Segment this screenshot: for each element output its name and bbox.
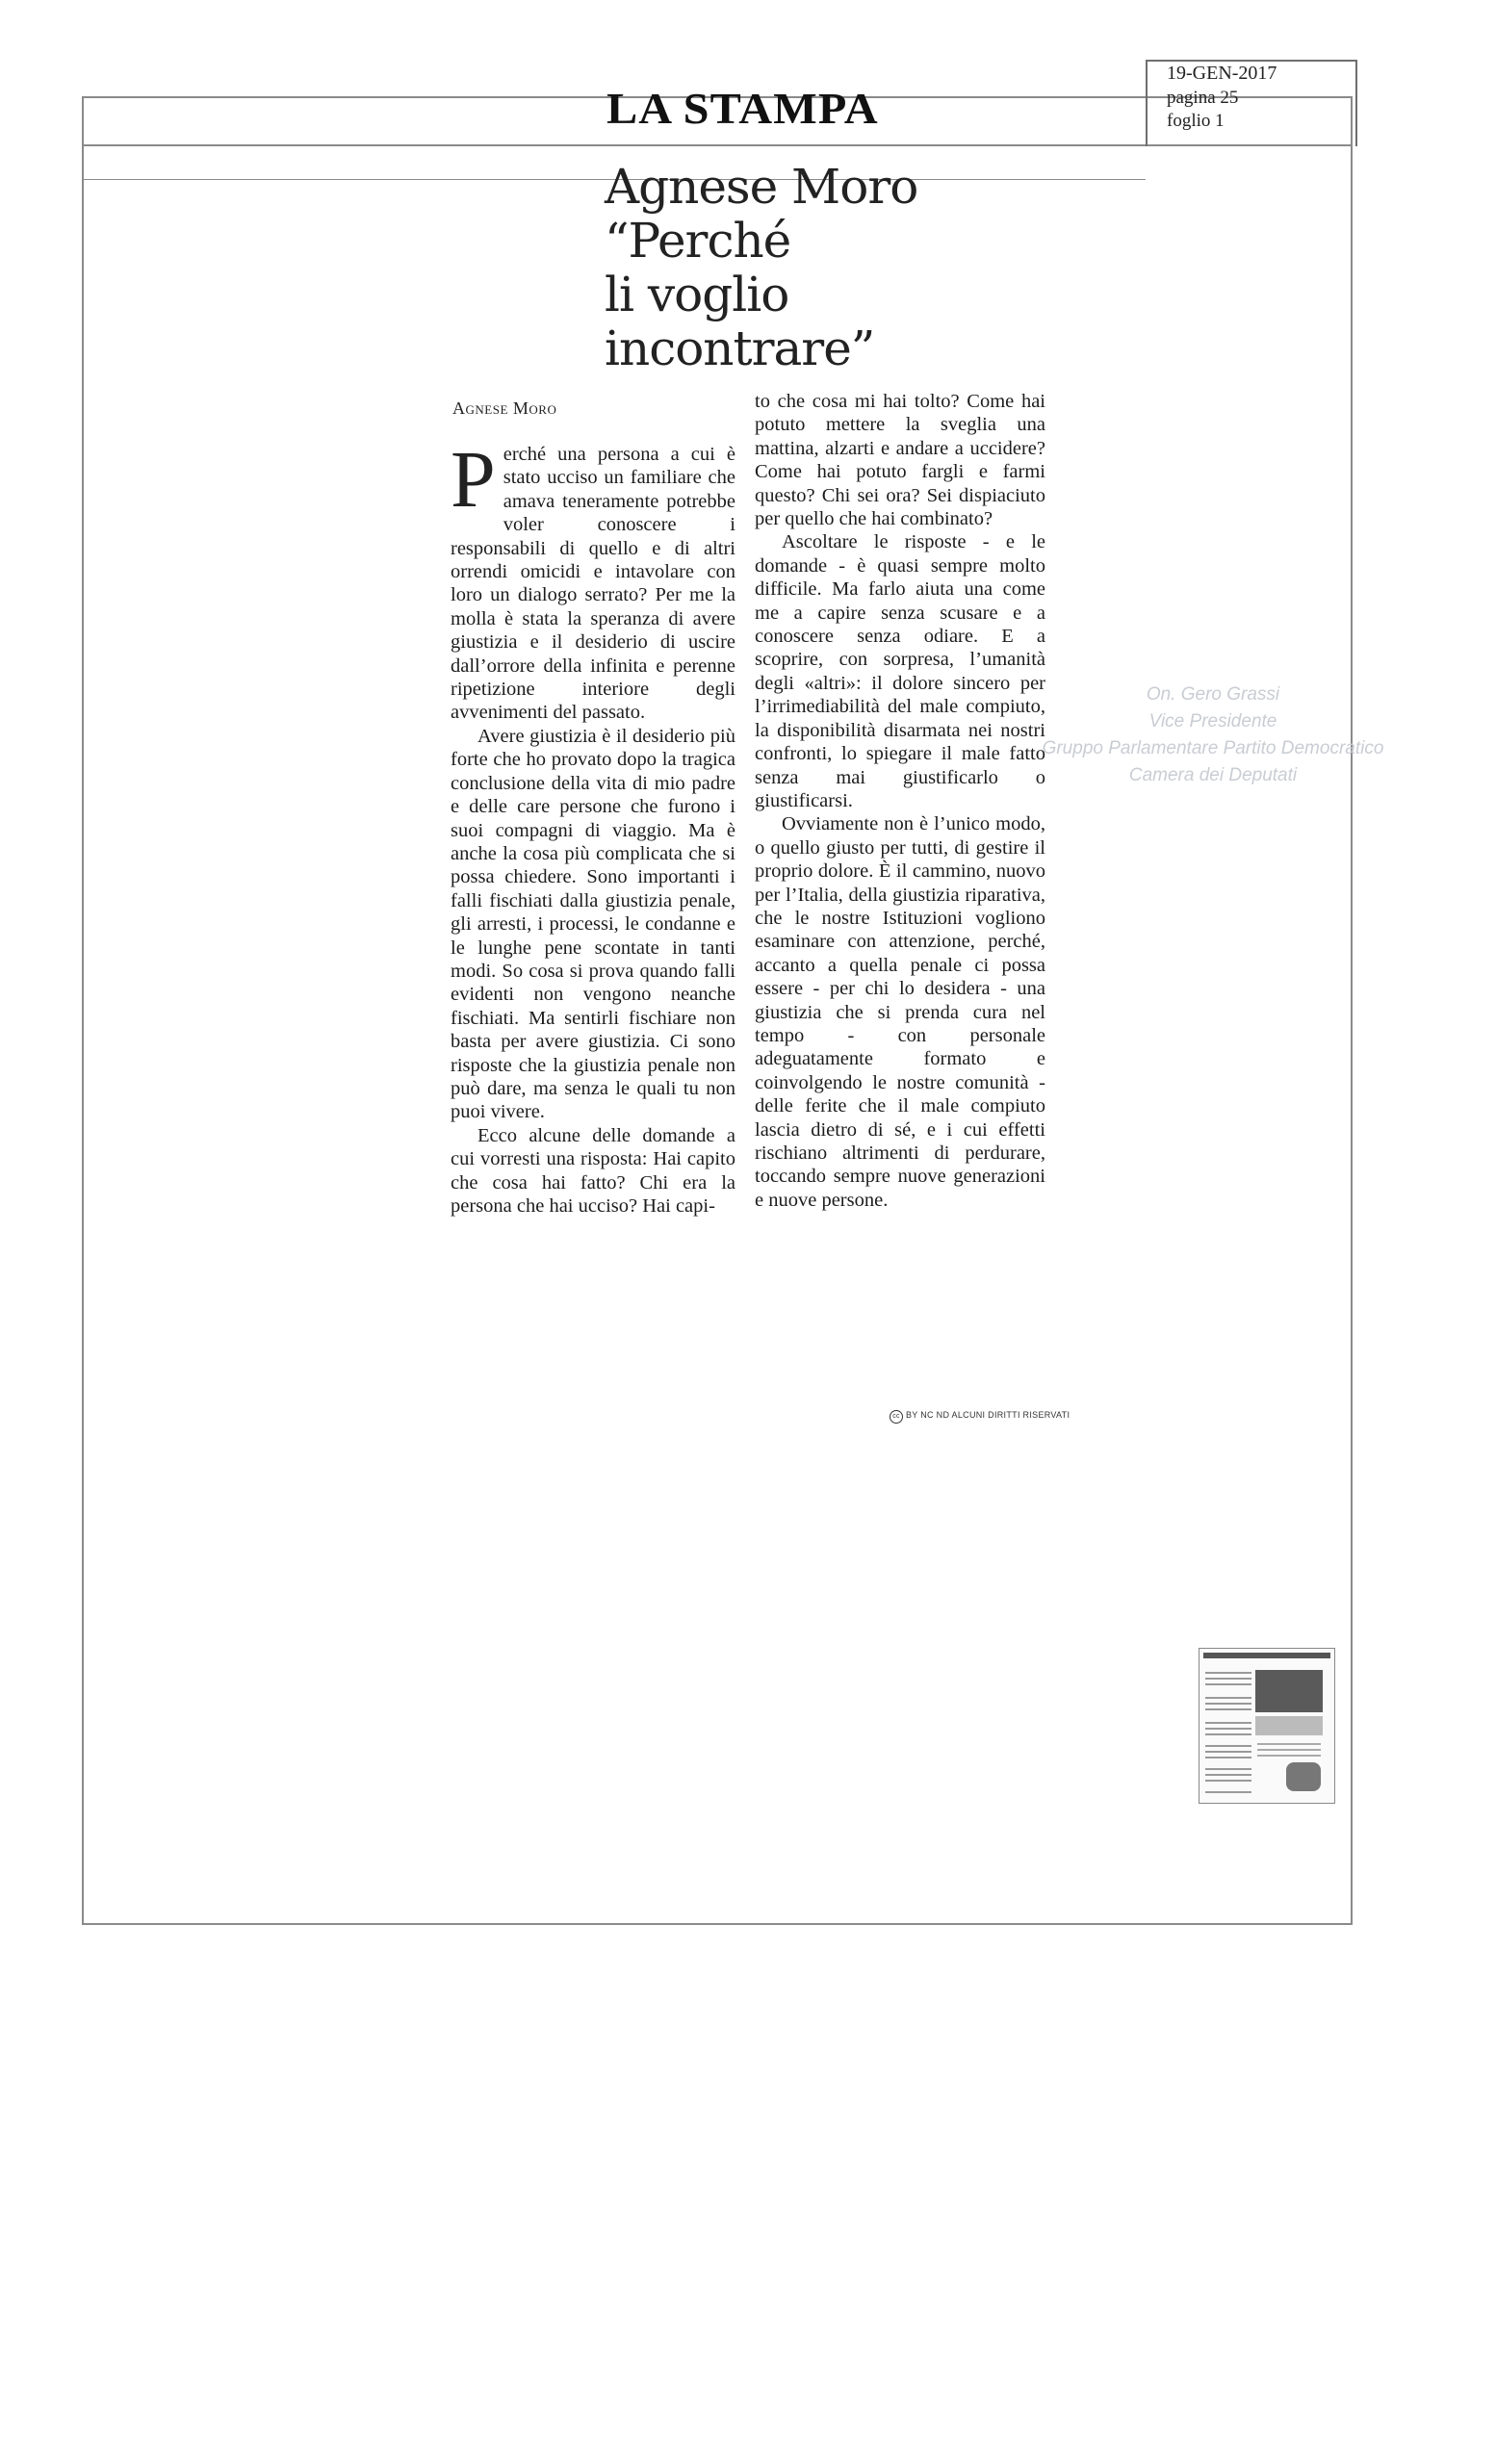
thumbnail-text-line	[1205, 1745, 1251, 1747]
paragraph-4: to che cosa mi hai tolto? Come hai potuto mettere la sveglia una mattina, alzarti e andare a uccidere? Come hai potuto fargli e farmi questo? Chi sei ora? Sei dispiaciuto per quello che hai combinato?	[755, 391, 1045, 530]
thumbnail-photo-caption	[1255, 1716, 1323, 1735]
thumbnail-text-line	[1205, 1683, 1251, 1685]
stamp-chamber: Camera dei Deputati	[1128, 765, 1298, 785]
creative-commons-icon: cc	[890, 1410, 903, 1424]
stamp-group: Gruppo Parlamentare Partito Democratico	[1042, 738, 1384, 758]
thumbnail-text-line	[1257, 1755, 1321, 1757]
thumbnail-text-line	[1205, 1751, 1251, 1753]
paragraph-6: Ovviamente non è l’unico modo, o quello giusto per tutti, di gestire il proprio dolore. È il cammino, nuovo per l’Italia, della giustizia riparativa, che le nostre Istituzioni vogliono esaminare con attenzione, perché, accanto a quella penale ci possa essere - per chi lo desidera - una giustizia che si prenda cura nel tempo - con personale adeguatamente formato e coinvolgendo le nostre comunità - delle ferite che il male compiuto lascia dietro di sé, e i cui effetti rischiano altrimenti di perdurare, toccando sempre nuove generazioni e nuove persone.	[755, 813, 1045, 1211]
thumbnail-text-line	[1205, 1774, 1251, 1776]
thumbnail-text-line	[1205, 1703, 1251, 1705]
article-column-1	[451, 435, 735, 1218]
paragraph-3: Ecco alcune delle domande a cui vorresti una risposta: Hai capito che cosa hai fatto? Chi era la persona che hai ucciso? Hai capi-	[451, 1124, 735, 1217]
page-thumbnail	[1199, 1648, 1335, 1804]
thumbnail-header	[1203, 1653, 1330, 1658]
clipping-sheet: foglio 1	[1167, 111, 1225, 131]
thumbnail-photo	[1255, 1670, 1323, 1712]
thumbnail-text-line	[1205, 1780, 1251, 1782]
thumbnail-text-line	[1205, 1791, 1251, 1793]
drop-cap: P	[451, 435, 496, 525]
thumbnail-text-line	[1257, 1743, 1321, 1745]
headline-line-3: li voglio	[605, 267, 789, 322]
headline-line-4: incontrare”	[605, 321, 875, 376]
thumbnail-text-line	[1205, 1708, 1251, 1710]
thumbnail-text-line	[1257, 1749, 1321, 1751]
thumbnail-text-line	[1205, 1672, 1251, 1674]
clipping-page: pagina 25	[1167, 88, 1239, 108]
copyright-notice	[890, 1410, 1070, 1424]
watermark-stamp	[1020, 681, 1406, 789]
thumbnail-map	[1286, 1762, 1321, 1791]
thumbnail-text-line	[1205, 1728, 1251, 1730]
thumbnail-text-line	[1205, 1733, 1251, 1735]
headline-line-2: “Perché	[605, 213, 791, 269]
paragraph-1: erché una persona a cui è stato ucciso un familiare che amava teneramente potrebbe voler conoscere i responsabili di quello e di altri orrendi omicidi e intavolare con loro un dialogo serrato? Per me la molla è stata la speranza di avere giustizia e il desiderio di uscire dall’orrore della infinita e perenne ripetizione interiore degli avvenimenti del passato.	[451, 444, 735, 724]
paragraph-5: Ascoltare le risposte - e le domande - è quasi sempre molto difficile. Ma farlo aiuta una come me a capire senza scusare e a conoscere senza odiare. E a scoprire, con sorpresa, l’umanità degli «altri»: il dolore sincero per l’irrimediabilità del male compiuto, la disponibilità disarmata nei nostri confronti, lo spiegare il male fatto senza mai giustificarlo o giustificarsi.	[755, 531, 1045, 811]
article-byline: Agnese Moro	[452, 398, 557, 418]
copyright-text: BY NC ND ALCUNI DIRITTI RISERVATI	[906, 1410, 1070, 1420]
thumbnail-text-line	[1205, 1697, 1251, 1699]
article-column-2	[755, 390, 1045, 1212]
paragraph-2: Avere giustizia è il desiderio più forte che ho provato dopo la tragica conclusione della vita di mio padre e delle care persone che furono i suoi compagni di viaggio. Ma è anche la cosa più complicata che si possa chiedere. Sono importanti i falli fischiati dalla giustizia penale, gli arresti, i processi, le condanne e le lunghe pene scontate in tanti modi. So cosa si prova quando falli evidenti non vengono neanche fischiati. Ma sentirli fischiare non basta per avere giustizia. Ci sono risposte che la giustizia penale non può dare, ma senza le quali tu non puoi vivere.	[451, 725, 735, 1123]
newspaper-masthead: LA STAMPA	[606, 84, 879, 133]
thumbnail-text-line	[1205, 1722, 1251, 1724]
thumbnail-text-line	[1205, 1757, 1251, 1758]
clipping-date: 19-GEN-2017	[1167, 63, 1277, 84]
thumbnail-text-line	[1205, 1678, 1251, 1680]
stamp-name: On. Gero Grassi	[1146, 684, 1280, 705]
stamp-role: Vice Presidente	[1148, 711, 1277, 732]
headline-line-1: Agnese Moro	[605, 159, 918, 215]
thumbnail-text-line	[1205, 1768, 1251, 1770]
article-headline	[605, 160, 917, 375]
